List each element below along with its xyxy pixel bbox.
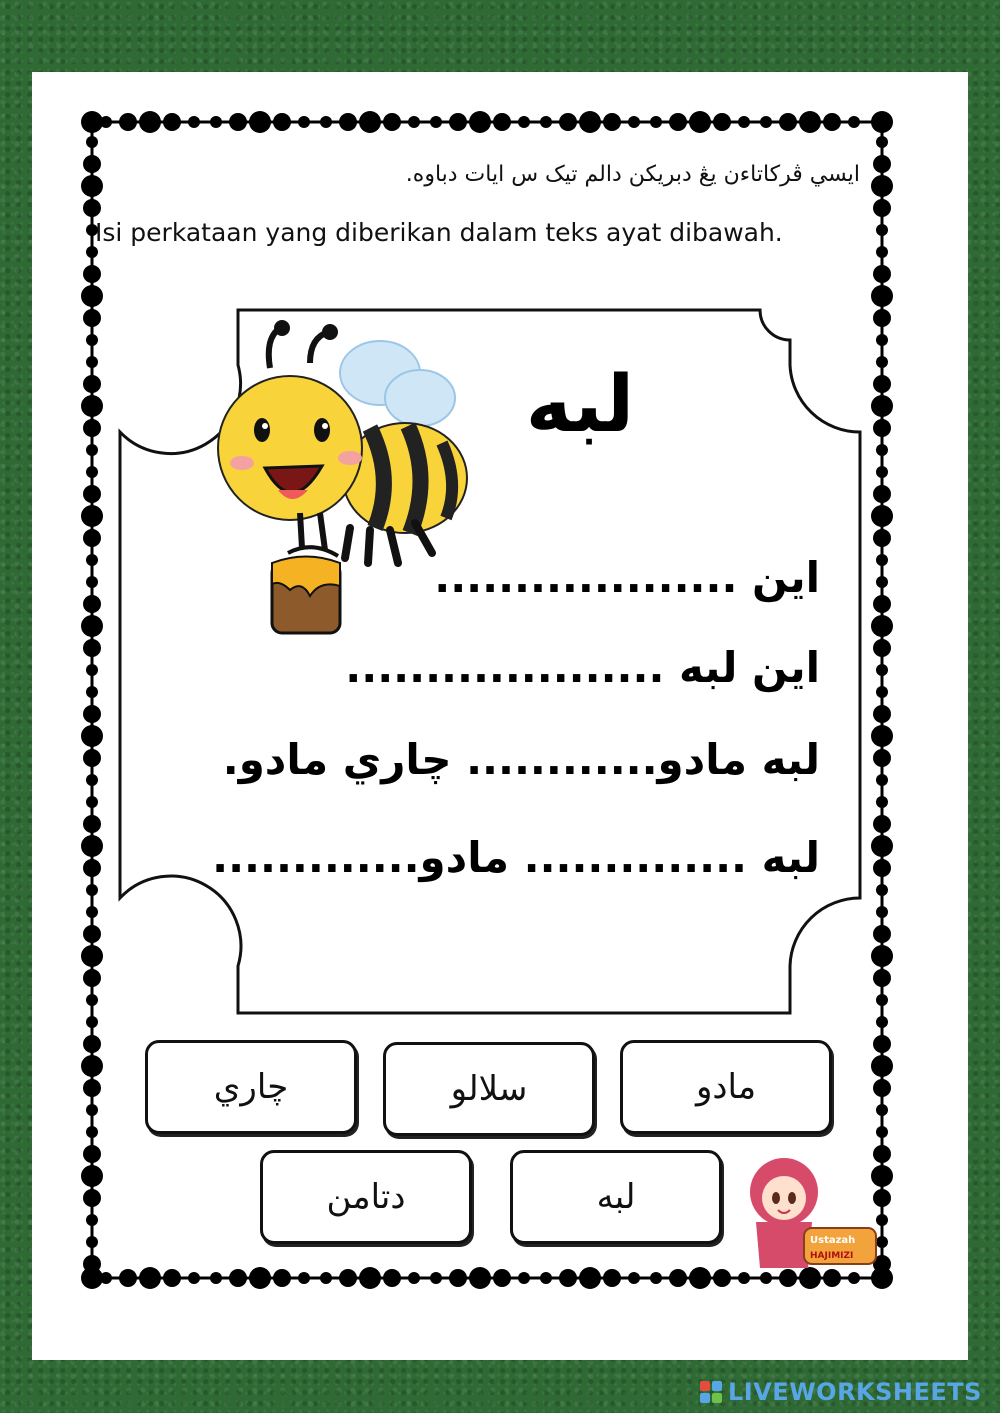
word-option-ditaman[interactable]: [260, 1150, 472, 1244]
sentence-3[interactable]: لبه مادو............ چاري مادو.: [222, 735, 820, 784]
word-option-selalu[interactable]: [383, 1042, 595, 1136]
svg-text:HAJIMIZI: HAJIMIZI: [810, 1251, 854, 1261]
word-option-label: دتامن: [326, 1177, 406, 1217]
sentence-4[interactable]: لبه .............. مادو.............: [212, 833, 820, 882]
liveworksheets-watermark: [700, 1378, 982, 1406]
word-option-label: سلالو: [450, 1069, 528, 1109]
word-option-lebah[interactable]: [510, 1150, 722, 1244]
word-option-cari[interactable]: [145, 1040, 357, 1134]
worksheet-title: لبه: [525, 360, 635, 450]
sentence-2[interactable]: اين لبه ....................: [345, 643, 820, 692]
instruction-english: Isi perkataan yang diberikan dalam teks ayat dibawah.: [95, 218, 783, 247]
word-option-label: لبه: [596, 1177, 636, 1217]
sentence-1[interactable]: اين ...................: [434, 553, 820, 602]
watermark-text: LIVEWORKSHEETS: [728, 1378, 982, 1406]
word-option-label: مادو: [695, 1067, 757, 1107]
svg-text:Ustazah: Ustazah: [810, 1235, 856, 1246]
liveworksheets-logo-icon: [700, 1381, 722, 1403]
word-option-madu[interactable]: [620, 1040, 832, 1134]
instruction-jawi: ايسي ڤركاتاءن يڠ دبريكن دالم تيک س ايات دباوه.: [405, 162, 860, 187]
ustazah-badge-icon: [738, 1150, 878, 1280]
word-option-label: چاري: [213, 1067, 289, 1107]
